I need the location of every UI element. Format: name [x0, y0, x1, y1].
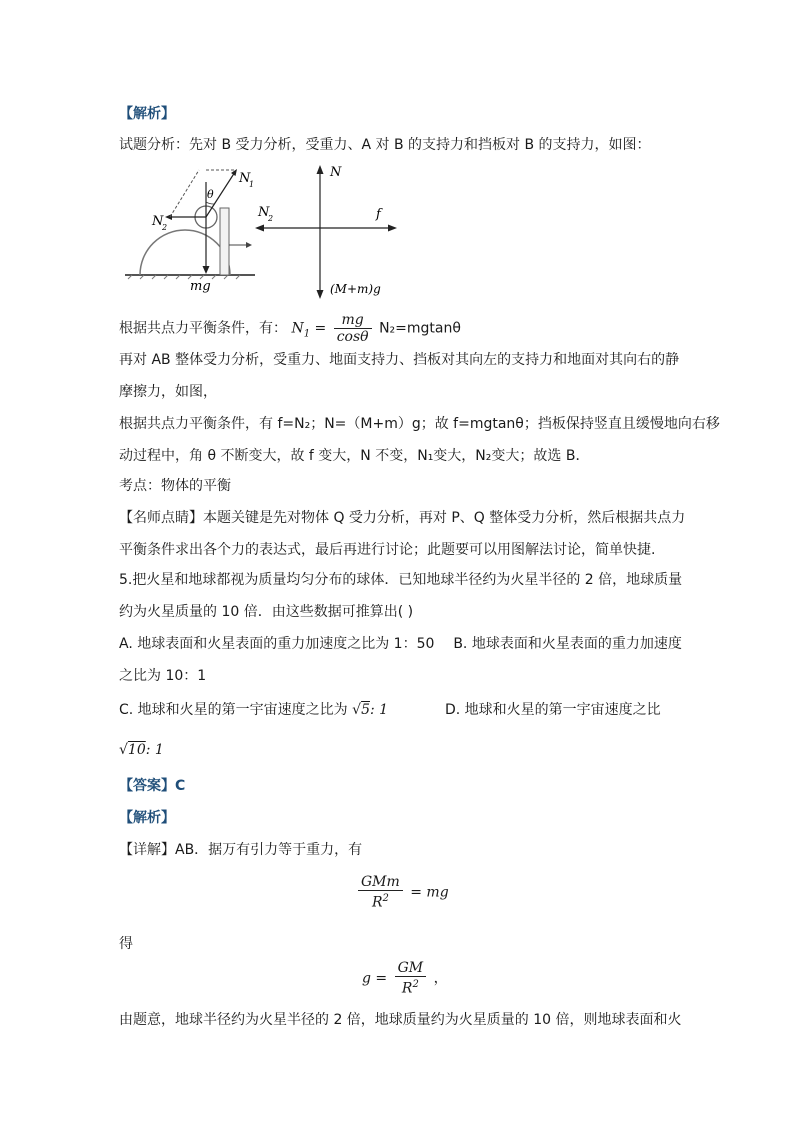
equation-n1: 根据共点力平衡条件，有： $N_1$ = $\frac{mg}{\cos\theta}$ N₂=mgtanθ: [119, 312, 461, 345]
eq3-numerator: GM: [395, 960, 427, 977]
eq2-rhs: = mg: [410, 884, 449, 901]
mmg-label: (M+m)g: [330, 282, 381, 296]
f-label: f: [376, 207, 381, 222]
n1-sub: 1: [249, 180, 255, 189]
analysis-header: 【解析】: [119, 106, 175, 122]
question-5-stem-line-1: 5.把火星和地球都视为质量均匀分布的球体．已知地球半径约为火星半径的 2 倍，地球质量: [119, 572, 683, 588]
n2-sub: 2: [162, 223, 168, 232]
n1-label: N: [239, 171, 251, 186]
eq3-fraction: [395, 960, 427, 997]
theta-label: θ: [207, 188, 214, 201]
question-5-stem-line-2: 约为火星质量的 10 倍．由这些数据可推算出( ): [119, 604, 414, 620]
de-line: 得: [119, 936, 133, 952]
eq1-tail: N₂=mgtanθ: [379, 320, 461, 337]
analysis-header-2: 【解析】: [119, 810, 175, 826]
eq3-tail: ，: [433, 970, 448, 987]
n2-label: N: [152, 214, 164, 229]
option-c: [119, 700, 388, 720]
equation-g: [362, 960, 448, 997]
paragraph-3-line-2: 动过程中，角 θ 不断变大，故 f 变大，N 不变，N₁变大，N₂变大；故选 B．: [119, 448, 590, 464]
eq2-fraction: [358, 874, 403, 911]
eq2-denominator-sup: 2: [382, 893, 389, 904]
eq2-denominator: R: [371, 894, 383, 911]
teacher-note-line-2: 平衡条件求出各个力的表达式，最后再进行讨论；此题要可以用图解法讨论，简单快捷.: [119, 542, 656, 558]
teacher-note-line-1: 【名师点睛】本题关键是先对物体 Q 受力分析，再对 P、Q 整体受力分析，然后根据共点力: [119, 510, 686, 526]
eq1-numerator: mg: [334, 312, 372, 329]
option-d-radicand: 10: [127, 742, 146, 758]
option-c-sqrt: √5: [352, 702, 370, 718]
n2-label-2: N: [258, 205, 270, 220]
eq2-numerator: GMm: [358, 874, 403, 891]
option-d-ratio: : 1: [145, 742, 164, 758]
eq3-denominator: R: [401, 980, 413, 997]
option-b-continued: 之比为 10：1: [119, 668, 207, 684]
eq1-lhs: N: [291, 320, 304, 337]
n-label: N: [330, 165, 342, 180]
kaodian-line: 考点：物体的平衡: [119, 478, 231, 494]
option-d-continued: √10: 1: [119, 742, 164, 758]
eq1-prefix: 根据共点力平衡条件，有：: [119, 320, 287, 337]
option-c-radicand: 5: [361, 702, 370, 718]
option-d: D. 地球和火星的第一宇宙速度之比: [445, 702, 661, 718]
paragraph-3-line-1: 根据共点力平衡条件，有 f=N₂；N=（M+m）g；故 f=mgtanθ；挡板保持竖直且缓慢地向右移: [119, 416, 720, 432]
eq1-denominator: cosθ: [336, 329, 369, 345]
option-a: A. 地球表面和火星表面的重力加速度之比为 1：50: [119, 636, 435, 652]
option-b: B. 地球表面和火星表面的重力加速度: [453, 636, 682, 652]
eq3-lhs: g =: [362, 970, 388, 987]
force-diagram-1: [120, 160, 260, 295]
eq1-lhs-sub: 1: [303, 328, 311, 340]
analysis-intro: 试题分析：先对 B 受力分析，受重力、A 对 B 的支持力和挡板对 B 的支持力，如图：: [119, 137, 651, 153]
last-line: 由题意，地球半径约为火星半径的 2 倍，地球质量约为火星质量的 10 倍，则地球表面和火: [119, 1012, 682, 1028]
paragraph-2-line-2: 摩擦力，如图，: [119, 384, 217, 400]
eq3-denominator-sup: 2: [412, 979, 419, 990]
n2-sub-2: 2: [268, 214, 274, 223]
option-c-ratio: : 1: [369, 702, 389, 718]
force-diagram-2: [250, 160, 410, 300]
mg-label: mg: [190, 279, 211, 294]
answer-line: 【答案】C: [119, 778, 186, 794]
paragraph-2-line-1: 再对 AB 整体受力分析，受重力、地面支持力、挡板对其向左的支持力和地面对其向右的静: [119, 352, 680, 368]
option-a-b-line: [119, 634, 682, 654]
eq1-fraction: [334, 312, 372, 345]
equation-gravity: [355, 874, 449, 911]
option-c-text: C. 地球和火星的第一宇宙速度之比为: [119, 702, 348, 718]
detail-line: 【详解】AB．据万有引力等于重力，有: [119, 842, 363, 858]
